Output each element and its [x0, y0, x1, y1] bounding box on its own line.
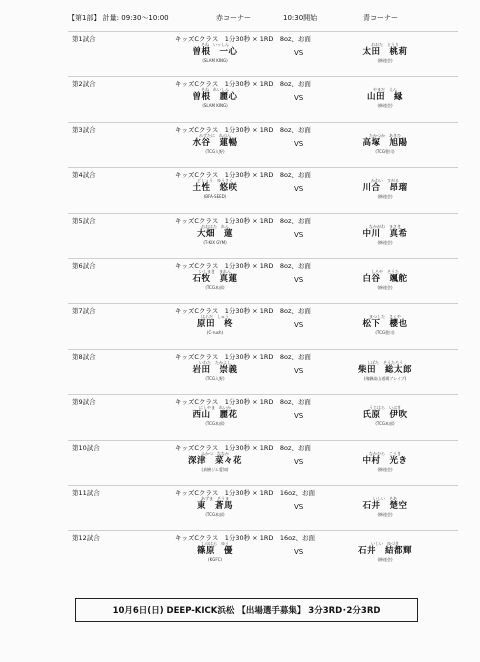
red-fighter-gym: (BFA-SEED) — [203, 194, 227, 200]
bout-row — [0, 216, 480, 262]
red-fighter-name: 石牧 真蓮 — [192, 274, 238, 284]
blue-fighter — [330, 496, 440, 518]
bout-row — [0, 352, 480, 398]
bout-divider — [68, 76, 458, 77]
red-fighter-reading: ふかつ ななか — [201, 450, 229, 456]
vs-label: VS — [294, 139, 304, 148]
bout-number: 第2試合 — [72, 80, 96, 89]
bout-class: キッズCクラス 1分30秒 × 1RD 8oz、お面 — [175, 80, 311, 89]
red-fighter — [150, 42, 280, 64]
bout-row — [0, 533, 480, 579]
red-fighter-reading: はらだ しゅう — [201, 314, 229, 320]
blue-fighter-reading: やまだ えん — [373, 87, 397, 93]
bout-divider — [68, 213, 458, 214]
blue-fighter — [330, 133, 440, 155]
vs-label: VS — [294, 49, 304, 57]
blue-fighter-reading: たかつか あきひ — [369, 132, 401, 138]
blue-corner-heading: 青コーナー — [363, 14, 398, 22]
bout-number: 第10試合 — [72, 443, 100, 452]
blue-fighter-name: 太田 桃莉 — [362, 47, 408, 57]
red-fighter-reading: そね れいしん — [201, 87, 229, 93]
red-fighter-gym: (TCG本部) — [205, 421, 225, 427]
red-fighter-name: 篠原 優 — [196, 546, 233, 557]
blue-fighter-name: 川合 昂瑠 — [362, 183, 408, 194]
blue-fighter-reading: まつした さくや — [369, 314, 401, 320]
red-fighter-name: 大畑 蓮 — [196, 228, 233, 239]
bout-row — [0, 261, 480, 307]
blue-fighter-reading: しばた そうたろう — [367, 359, 403, 365]
red-fighter-gym: (KGFC) — [208, 557, 222, 563]
blue-fighter-name: 山田 縁 — [366, 92, 403, 103]
red-fighter-name: 東 蒼馬 — [196, 501, 233, 511]
red-fighter-reading: そね いっしん — [201, 42, 229, 47]
blue-fighter-gym: (TCG豊川) — [375, 148, 395, 154]
blue-fighter — [330, 451, 440, 473]
vs-label: VS — [294, 230, 304, 239]
blue-fighter-gym: (TCG豊川) — [375, 330, 395, 336]
bout-number: 第6試合 — [72, 262, 96, 270]
part-weigh-in: 【第1部】 計量: 09:30～10:00 — [68, 14, 169, 22]
red-fighter-gym: (TCG本部) — [205, 285, 225, 290]
red-fighter-reading: しのはら ゆう — [201, 541, 229, 547]
red-fighter — [150, 405, 280, 427]
red-fighter-name: 岩田 崇義 — [192, 364, 238, 375]
bout-number: 第1試合 — [72, 35, 96, 43]
red-fighter-reading: どしょう ゆうさく — [197, 178, 233, 184]
bout-divider — [68, 31, 458, 32]
blue-fighter-name: 柴田 総太郎 — [357, 364, 412, 375]
bout-class: キッズCクラス 1分30秒 × 1RD 8oz、お面 — [175, 171, 311, 180]
bout-class: キッズCクラス 1分30秒 × 1RD 8oz、お面 — [175, 307, 311, 316]
bout-class: キッズCクラス 1分30秒 × 1RD 8oz、お面 — [175, 398, 311, 407]
bout-class: キッズCクラス 1分30秒 × 1RD 8oz、お面 — [175, 443, 311, 452]
red-fighter — [150, 178, 280, 200]
red-fighter-gym: (TCG入野) — [205, 148, 225, 154]
red-fighter-reading: みずたに れのん — [199, 132, 231, 138]
red-fighter-gym: (TCG本部) — [205, 512, 225, 517]
red-fighter — [150, 451, 280, 473]
bout-number: 第8試合 — [72, 352, 96, 361]
blue-fighter-reading: かわい すがる — [371, 178, 399, 184]
bout-class: キッズCクラス 1分30秒 × 1RD 8oz、お面 — [175, 262, 311, 270]
bout-row — [0, 488, 480, 534]
blue-fighter — [330, 314, 440, 336]
bout-number: 第12試合 — [72, 534, 100, 543]
bout-class: キッズCクラス 1分30秒 × 1RD 8oz、お面 — [175, 352, 311, 361]
bout-row — [0, 125, 480, 171]
red-fighter-reading: あずま そうま — [201, 496, 229, 501]
vs-label: VS — [294, 366, 304, 375]
bout-class: キッズCクラス 1分30秒 × 1RD 16oz、お面 — [175, 534, 316, 543]
blue-fighter-name: 中村 光き — [362, 455, 408, 466]
blue-fighter — [330, 87, 440, 109]
blue-fighter — [330, 405, 440, 427]
vs-label: VS — [294, 412, 304, 421]
blue-fighter-name: 中川 真希 — [362, 228, 408, 239]
blue-fighter-gym: (修徳会) — [377, 194, 393, 200]
blue-fighter-gym: (飛騨高山道場ブレイブ) — [363, 375, 407, 381]
event-banner: 10月6日(日) DEEP-KICK浜松 【出場選手募集】 3分3RD･2分3RD — [75, 598, 418, 622]
red-fighter-reading: おおはた れん — [201, 223, 229, 229]
red-fighter-name: 曽根 一心 — [192, 47, 238, 57]
blue-fighter-gym: (修徳会) — [377, 557, 393, 563]
blue-fighter-name: 白谷 颯舵 — [362, 274, 408, 284]
blue-fighter — [330, 178, 440, 200]
red-fighter-name: 水谷 蓮暢 — [192, 137, 238, 148]
blue-fighter — [330, 360, 440, 382]
vs-label: VS — [294, 276, 304, 284]
vs-label: VS — [294, 185, 304, 194]
red-fighter-gym: (真樹ジム愛知) — [201, 466, 229, 472]
blue-fighter-gym: (TCG本部) — [375, 421, 395, 427]
start-time: 10:30開始 — [283, 14, 318, 22]
bout-number: 第11試合 — [72, 489, 100, 497]
vs-label: VS — [294, 548, 304, 557]
red-fighter-name: 土性 悠咲 — [192, 183, 238, 194]
red-fighter-name: 曽根 麗心 — [192, 92, 238, 103]
bout-class: キッズCクラス 1分30秒 × 1RD 8oz、お面 — [175, 125, 311, 134]
red-fighter — [150, 87, 280, 109]
blue-fighter-gym: (修徳会) — [377, 103, 393, 109]
blue-fighter-gym: (修徳会) — [377, 466, 393, 472]
red-fighter-gym: (C-rush) — [206, 330, 224, 336]
blue-fighter-gym: (修徳会) — [377, 239, 393, 245]
red-fighter — [150, 224, 280, 246]
blue-fighter-reading: なかがわ まさき — [369, 223, 401, 229]
red-fighter — [150, 133, 280, 155]
bout-row — [0, 170, 480, 216]
blue-fighter-name: 高塚 旭陽 — [362, 137, 408, 148]
red-fighter — [150, 496, 280, 518]
bout-divider — [68, 258, 458, 259]
bout-divider — [68, 303, 458, 304]
red-fighter-gym: (T-KIX GYM) — [203, 239, 227, 245]
vs-label: VS — [294, 457, 304, 466]
blue-fighter-name: 石井 結都輝 — [357, 546, 412, 557]
blue-fighter — [330, 42, 440, 64]
bout-row — [0, 443, 480, 489]
card-header — [68, 13, 460, 27]
blue-fighter-gym: (修徳会) — [377, 58, 393, 63]
bout-divider — [68, 349, 458, 350]
bout-number: 第7試合 — [72, 307, 96, 316]
red-fighter-reading: いしまき まれん — [199, 269, 231, 274]
red-fighter-reading: にしやま れいか — [199, 405, 231, 411]
bout-number: 第9試合 — [72, 398, 96, 407]
red-fighter — [150, 360, 280, 382]
red-fighter — [150, 269, 280, 291]
red-fighter-gym: (SLAM KING) — [202, 103, 228, 109]
bout-number: 第3試合 — [72, 125, 96, 134]
bout-class: キッズCクラス 1分30秒 × 1RD 8oz、お面 — [175, 216, 311, 225]
blue-fighter-name: 松下 櫻也 — [362, 319, 408, 330]
bout-row — [0, 79, 480, 125]
blue-fighter-reading: しろや そうた — [371, 269, 399, 274]
bout-row — [0, 306, 480, 352]
bout-divider — [68, 122, 458, 123]
blue-fighter-reading: いしい そあ — [373, 496, 397, 501]
bout-number: 第4試合 — [72, 171, 96, 180]
red-fighter — [150, 541, 280, 563]
bout-divider — [68, 440, 458, 441]
red-fighter-name: 原田 柊 — [196, 319, 233, 330]
blue-fighter-name: 石井 楚空 — [362, 501, 408, 511]
blue-fighter-name: 氏原 伊吹 — [362, 410, 408, 421]
blue-fighter-reading: おおた とうり — [371, 42, 399, 47]
vs-label: VS — [294, 503, 304, 511]
blue-fighter — [330, 224, 440, 246]
blue-fighter-gym: (修徳会) — [377, 512, 393, 517]
bout-divider — [68, 530, 458, 531]
bout-number: 第5試合 — [72, 216, 96, 225]
red-fighter-name: 西山 麗花 — [192, 410, 238, 421]
blue-fighter-reading: なかむら こうき — [369, 450, 401, 456]
red-fighter — [150, 314, 280, 336]
vs-label: VS — [294, 321, 304, 330]
bout-divider — [68, 167, 458, 168]
blue-fighter — [330, 269, 440, 291]
red-fighter-reading: いわた たかよし — [199, 359, 231, 365]
red-fighter-name: 深津 菜々花 — [187, 455, 242, 466]
bout-row — [0, 397, 480, 443]
bout-class: キッズCクラス 1分30秒 × 1RD 16oz、お面 — [175, 489, 316, 497]
blue-fighter — [330, 541, 440, 563]
red-corner-heading: 赤コーナー — [216, 14, 251, 22]
blue-fighter-gym: (修徳会) — [377, 285, 393, 290]
bout-divider — [68, 394, 458, 395]
red-fighter-gym: (TCG入野) — [205, 375, 225, 381]
blue-fighter-reading: うじはら いぶき — [369, 405, 401, 411]
blue-fighter-reading: いしい ゆづき — [371, 541, 399, 547]
bout-class: キッズCクラス 1分30秒 × 1RD 8oz、お面 — [175, 35, 311, 43]
vs-label: VS — [294, 94, 304, 103]
bout-row — [0, 34, 480, 80]
bout-divider — [68, 485, 458, 486]
red-fighter-gym: (SLAM KING) — [202, 58, 228, 63]
